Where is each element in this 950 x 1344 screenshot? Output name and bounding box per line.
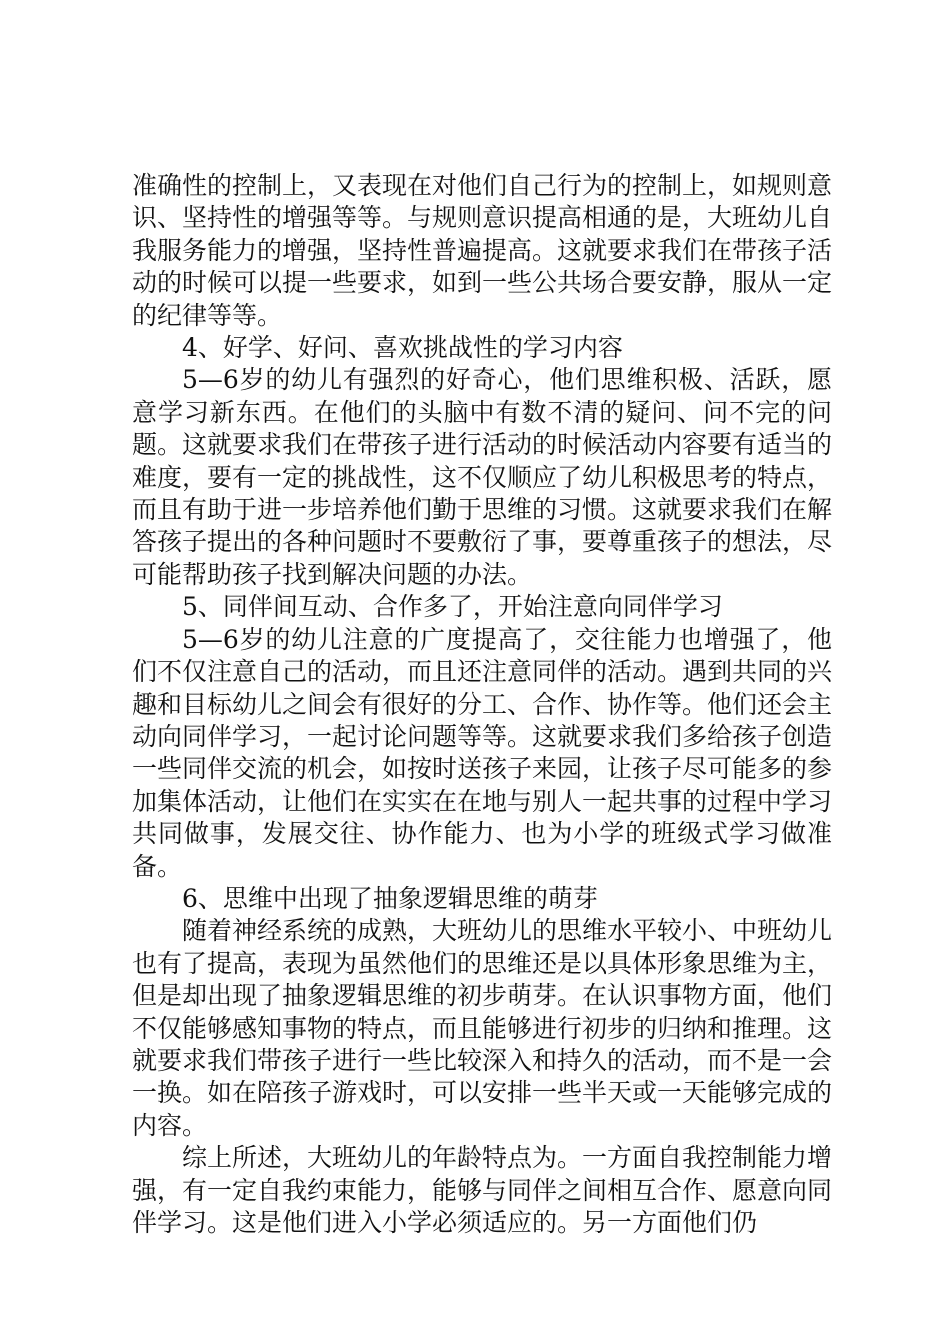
section-heading-4: 4、好学、好问、喜欢挑战性的学习内容 [182,333,623,363]
paragraph-peer-interaction: 5—6岁的幼儿注意的广度提高了，交往能力也增强了，他们不仅注意自己的活动，而且还注意同伴的活动。遇到共同的兴趣和目标幼儿之间会有很好的分工、合作、协作等。他们还会主动向同伴学习，一起讨论问题等等。这就要求我们多给孩子创造一些同伴交流的机会，如按时送孩子来园，让孩子尽可能多的参加集体活动，让他们在实实在在地与别人一起共事的过程中学习共同做事，发展交往、协作能力、也为小学的班级式学习做准备。 [132,624,833,881]
section-heading-5: 5、同伴间互动、合作多了，开始注意向同伴学习 [182,592,723,622]
section-heading-6: 6、思维中出现了抽象逻辑思维的萌芽 [182,883,598,913]
paragraph-summary: 综上所述，大班幼儿的年龄特点为。一方面自我控制能力增强，有一定自我约束能力，能够与同伴之间相互合作、愿意向同伴学习。这是他们进入小学必须适应的。另一方面他们仍 [132,1143,833,1237]
paragraph-abstract-thinking: 随着神经系统的成熟，大班幼儿的思维水平较小、中班幼儿也有了提高，表现为虽然他们的思维还是以具体形象思维为主，但是却出现了抽象逻辑思维的初步萌芽。在认识事物方面，他们不仅能够感知事物的特点，而且能够进行初步的归纳和推理。这就要求我们带孩子进行一些比较深入和持久的活动，而不是一会一换。如在陪孩子游戏时，可以安排一些半天或一天能够完成的内容。 [132,916,833,1140]
document-body [132,170,832,1239]
paragraph-continuation: 准确性的控制上，又表现在对他们自己行为的控制上，如规则意识、坚持性的增强等等。与规则意识提高相通的是，大班幼儿自我服务能力的增强，坚持性普遍提高。这就要求我们在带孩子活动的时候可以提一些要求，如到一些公共场合要安静，服从一定的纪律等等。 [132,171,833,330]
paragraph-curiosity: 5—6岁的幼儿有强烈的好奇心，他们思维积极、活跃，愿意学习新东西。在他们的头脑中有数不清的疑问、问不完的问题。这就要求我们在带孩子进行活动的时候活动内容要有适当的难度，要有一定的挑战性，这不仅顺应了幼儿积极思考的特点，而且有助于进一步培养他们勤于思维的习惯。这就要求我们在解答孩子提出的各种问题时不要敷衍了事，要尊重孩子的想法，尽可能帮助孩子找到解决问题的办法。 [132,365,833,589]
